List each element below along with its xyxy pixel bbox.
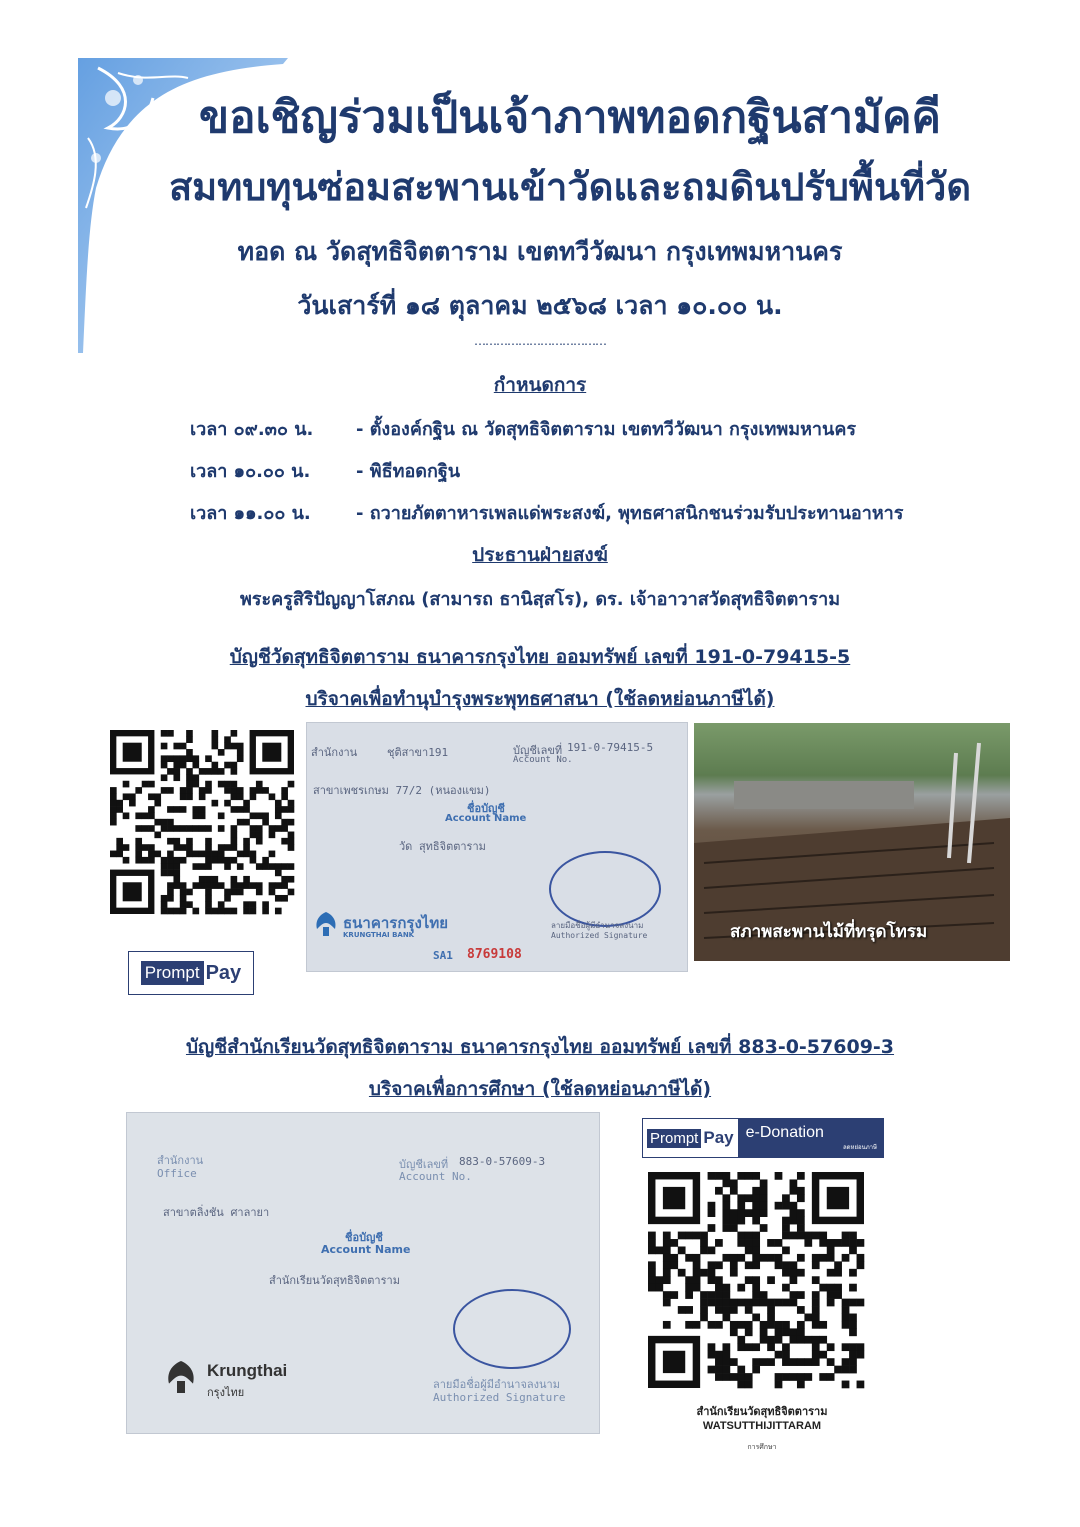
schedule-time-1: เวลา ๐๙.๓๐ น. bbox=[190, 419, 314, 440]
invitation-subtitle: สมทบทุนซ่อมสะพานเข้าวัดและถมดินปรับพื้นที่วัด bbox=[168, 165, 972, 209]
passbook1-acct-en: Account No. bbox=[513, 755, 573, 765]
schedule-time-2: เวลา ๑๐.๐๐ น. bbox=[190, 461, 311, 482]
edonation-banner bbox=[642, 1118, 884, 1158]
passbook2-name-label-en: Account Name bbox=[321, 1243, 411, 1256]
edonation-caption-small: การศึกษา bbox=[747, 1443, 777, 1451]
schedule-desc-1: - ตั้งองค์กฐิน ณ วัดสุทธิจิตตาราม เขตทวีวัฒนา กรุงเทพมหานคร bbox=[356, 419, 857, 440]
bank-stamp-1 bbox=[549, 851, 661, 927]
edonation-caption-en: WATSUTTHIJITTARAM bbox=[702, 1420, 822, 1432]
krungthai-bird-icon bbox=[311, 909, 341, 939]
account1-purpose: บริจาคเพื่อทำนุบำรุงพระพุทธศาสนา (ใช้ลดหย่อนภาษีได้) bbox=[305, 688, 775, 710]
schedule-time-3: เวลา ๑๑.๐๐ น. bbox=[190, 503, 311, 524]
chair-name: พระครูสิริปัญญาโสภณ (สามารถ ธานิสฺสโร), ดร. เจ้าอาวาสวัดสุทธิจิตตาราม bbox=[239, 589, 841, 610]
passbook2-office-th: สำนักงาน bbox=[157, 1154, 204, 1167]
passbook1-address: สาขาเพชรเกษม 77/2 (หนองแขม) bbox=[313, 784, 491, 797]
passbook1-serial: 8769108 bbox=[467, 947, 522, 962]
passbook2-acct-label: บัญชีเลขที่ bbox=[399, 1158, 449, 1171]
passbook1-acct-label: บัญชีเลขที่ bbox=[513, 744, 563, 757]
promptpay-label-b: Pay bbox=[205, 961, 242, 984]
divider: ……………………………… bbox=[474, 334, 606, 348]
passbook-image-1 bbox=[306, 722, 688, 972]
passbook1-sig-th: ลายมือชื่อผู้มีอำนาจลงนาม bbox=[551, 921, 644, 930]
edonation-pp-b: Pay bbox=[703, 1128, 734, 1147]
invitation-title: ขอเชิญร่วมเป็นเจ้าภาพทอดกฐินสามัคคี bbox=[199, 92, 941, 143]
passbook1-name-label-th: ชื่อบัญชี bbox=[467, 802, 505, 815]
bridge-photo-caption: สภาพสะพานไม้ที่ทรุดโทรม bbox=[730, 922, 928, 942]
passbook1-sig-en: Authorized Signature bbox=[551, 931, 648, 940]
passbook2-acct-en: Account No. bbox=[399, 1170, 472, 1183]
bridge-photo bbox=[694, 723, 1010, 961]
edonation-pp-a: Prompt bbox=[647, 1129, 701, 1148]
chair-heading: ประธานฝ่ายสงฆ์ bbox=[472, 544, 608, 566]
passbook2-name-label-th: ชื่อบัญชี bbox=[345, 1231, 383, 1244]
passbook2-bank-th: กรุงไทย bbox=[207, 1386, 245, 1399]
schedule-desc-2: - พิธีทอดกฐิน bbox=[356, 461, 461, 482]
passbook1-name-label-en: Account Name bbox=[445, 813, 527, 824]
passbook1-branch: ชุติสาขา191 bbox=[387, 746, 449, 759]
passbook2-office-en: Office bbox=[157, 1167, 197, 1180]
bank-stamp-2 bbox=[453, 1289, 571, 1369]
passbook1-bank-th: ธนาคารกรุงไทย bbox=[343, 914, 449, 932]
account2-line: บัญชีสำนักเรียนวัดสุทธิจิตตาราม ธนาคารกรุงไทย ออมทรัพย์ เลขที่ 883-0-57609-3 bbox=[185, 1036, 895, 1058]
passbook2-branch: สาขาตลิ่งชัน ศาลายา bbox=[163, 1206, 270, 1219]
passbook1-serial-prefix: SA1 bbox=[433, 949, 453, 962]
edonation-caption-th: สำนักเรียนวัดสุทธิจิตตาราม bbox=[696, 1405, 828, 1418]
promptpay-label-a: Prompt bbox=[141, 961, 204, 985]
passbook-image-2 bbox=[126, 1112, 600, 1434]
passbook2-sig-th: ลายมือชื่อผู้มีอำนาจลงนาม bbox=[433, 1378, 560, 1391]
promptpay-logo bbox=[128, 951, 254, 995]
ceremony-location: ทอด ณ วัดสุทธิจิตตาราม เขตทวีวัฒนา กรุงเทพมหานคร bbox=[237, 237, 843, 266]
edonation-label: e-Donation bbox=[745, 1124, 824, 1141]
schedule-heading: กำหนดการ bbox=[493, 374, 587, 396]
qr-code-2 bbox=[642, 1166, 882, 1394]
qr-code-1 bbox=[104, 724, 300, 936]
passbook1-bank-en: KRUNGTHAI BANK bbox=[343, 931, 415, 939]
passbook2-acct-no: 883-0-57609-3 bbox=[459, 1155, 546, 1168]
passbook2-bank-en: Krungthai bbox=[207, 1361, 288, 1380]
schedule-desc-3: - ถวายภัตตาหารเพลแด่พระสงฆ์, พุทธศาสนิกชนร่วมรับประทานอาหาร bbox=[356, 503, 904, 524]
account2-purpose: บริจาคเพื่อการศึกษา (ใช้ลดหย่อนภาษีได้) bbox=[368, 1078, 712, 1100]
passbook2-name: สำนักเรียนวัดสุทธิจิตตาราม bbox=[269, 1274, 400, 1287]
account1-line: บัญชีวัดสุทธิจิตตาราม ธนาคารกรุงไทย ออมทรัพย์ เลขที่ 191-0-79415-5 bbox=[229, 646, 851, 668]
edonation-sub: ลดหย่อนภาษี bbox=[842, 1144, 877, 1151]
ceremony-date: วันเสาร์ที่ ๑๘ ตุลาคม ๒๕๖๘ เวลา ๑๐.๐๐ น. bbox=[297, 291, 783, 320]
passbook1-acct-no: 191-0-79415-5 bbox=[567, 741, 654, 754]
passbook2-sig-en: Authorized Signature bbox=[433, 1391, 566, 1404]
passbook1-name: วัด สุทธิจิตตาราม bbox=[399, 840, 486, 853]
passbook1-office: สำนักงาน bbox=[311, 746, 358, 759]
krungthai-logo-icon bbox=[161, 1357, 201, 1397]
